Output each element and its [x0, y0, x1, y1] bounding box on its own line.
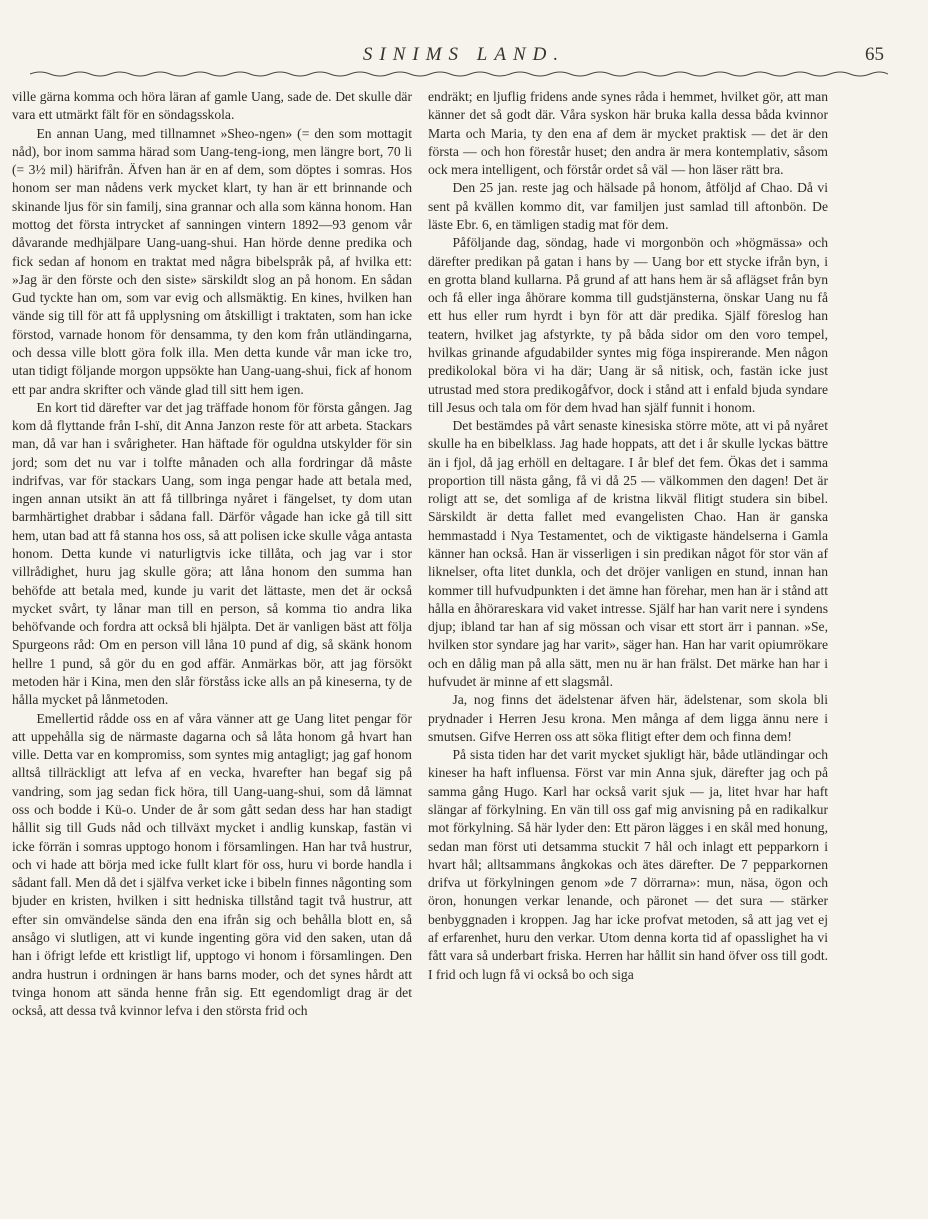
page-header [0, 44, 928, 84]
paragraph: Det bestämdes på vårt senaste kinesiska större möte, att vi på nyåret skulle ha en bibelklass. Jag hade hoppats, att det i år skulle lyckas bättre än i fjol, då jag erhöll en deltagare. I år blef det fem. Ökas det i samma proportion till nästa gång, få vi då 25 — välkommen den dagen! Det är roligt att se, det somliga af de kristna likväl flitigt studera sin bibel. Särskildt är detta fallet med evangelisten Chao. Han är ganska hemmastadd i Nya Testamentet, och de viktigaste händelserna i Gamla känner han också. Han är visserligen i sin predikan något för stor vän af liknelser, ofta litet dunkla, och det dröjer vanligen en stund, innan han kommer till hufvudpunkten i det ämne han förehar, men han är i stånd att hålla en åhörareskara vid vaket intresse. Själf har han varit nere i syndens djup; ibland tar han af sig mössan och visar ett stort ärr i pannan. »Se, hvilken stor syndare jag har varit», säger han. Han har varit opiumrökare och en dålig man på alla sätt, men nu är han frälst. Det märke han har i hufvudet är minne af ett slagsmål. [428, 418, 828, 689]
paragraph: ville gärna komma och höra läran af gamle Uang, sade de. Det skulle där vara ett utmärkt fält för en söndagsskola. [12, 89, 412, 123]
paragraph: En annan Uang, med tillnamnet »Sheo-ngen» (= den som mottagit nåd), bor inom samma härad som Uang-teng-iong, men längre bort, 70 li (= 3½ mil) härifrån. Äfven han är en af dem, som döptes i somras. Hos honom ser man nådens verk mycket klart, ty han är ett brinnande och skinande ljus för sin familj, sina grannar och alla som känna honom. Han mottog det första intrycket af sanningen vintern 1892—93 genom vår dåvarande medhjälpare Uang-uang-shui. Han hörde denne predika och fick sedan af honom en traktat med några bibelspråk på, af hvilka ett: »Jag är den förste och den siste» särskildt slog an på honom. En sådan Gud tyckte han om, som var evig och allsmäktig. En kines, hvilken han vände sig till för att få upplysning om åtskilligt i traktaten, som han icke förstod, varnade honom för densamma, ty den kom från utländingarna, och dessa ville blott göra folk illa. Men detta kunde vår man icke tro, utan tidigt följande morgon uppsökte han Uang-uang-shui, fick af honom ett par andra skrifter och vände glad till sitt hem igen. [12, 125, 412, 397]
paragraph: Emellertid rådde oss en af våra vänner att ge Uang litet pengar för att uppehålla sig de närmaste dagarna och så låta honom gå hvart han ville. Detta var en kompromiss, som syntes mig antagligt; jag gaf honom alltså tillräckligt att lefva af en vecka, hvarefter han begaf sig på vandring, som jag sedan fick höra, till Uang-uang-shui, som då lämnat oss och bodde i Kü-o. Under de år som gått sedan dess har han stadigt hållit sig till Guds nåd och tillväxt mycket i andlig kunskap, fastän vi icke förrän i somras upptogo honom i församlingen. Han har två hustrur, och vi hade att börja med icke fullt klart för oss, huru vi borde handla i sådant fall. Men då det i själfva verket icke i bibeln finnes någonting som bjuder en kristen, hvilken i sitt hedniska tillstånd tagit två hustrur, att efter sin omvändelse sända den ena ifrån sig och behålla blott en, så ansågo vi slutligen, att vi kunde ingenting göra vid den saken, utan då han i öfrigt lefde ett kristligt lif, upptogo vi honom i församlingen. Den andra hustrun i ordningen är hans barns moder, och det synes hårdt att tvinga honom att sända henne från sig. Ett egendomligt drag är det också, att dessa två kvinnor lefva i den största frid och [12, 710, 412, 1019]
right-column [428, 88, 828, 984]
paragraph: En kort tid därefter var det jag träffade honom för första gången. Jag kom då flyttande från I-shï, dit Anna Janzon reste för att arbeta. Stackars man, då var han i svårigheter. Han häftade för oguldna utskylder för sin jord; som det nu var i tolfte månaden och alla fordringar då måste indrifvas, var för stackars Uang, som inga pengar hade att betala med, ingen annan utsikt än att få tillbringa nyåret i fängelset, ty dom utan barmhärtighet drabbar i sådana fall. Därför vågade han icke gå till sitt hem, utan bad att få stanna hos oss, så att polisen icke skulle våga antasta honom. Detta kunde vi naturligtvis icke tillåta, och jag var i stor villrådighet, huru jag skulle göra; att låna honom den summa han behöfde att betala med, kunde ju varit det lättaste, men det är också mycket svårt, ty lånar man till en person, så komma tio andra lika behöfvande och fordra att också bli hjälpta. Det är vanligen bäst att följa Spurgeons råd: Om en person vill låna 10 pund af dig, så skänk honom hellre 1 pund, så gör du en god affär. Anmärkas bör, att jag försökt metoden här i Kina, men den slår förståss icke alls an på kineserna, ty de hålla mycket på lånmetoden. [12, 399, 412, 708]
paragraph: endräkt; en ljuflig fridens ande synes råda i hemmet, hvilket gör, att man känner det så godt där. Våra syskon här bruka kalla dessa båda kvinnor Marta och Maria, ty den ena af dem är mycket praktisk — det är den första — och hon förestår huset; den andra är mera kontemplativ, såsom ock mera intelligent, och förstår ordet så väl — hon läser rätt bra. [428, 89, 828, 178]
header-rule-ornament [30, 68, 888, 80]
running-title: SINIMS LAND. [362, 44, 566, 65]
paragraph: Den 25 jan. reste jag och hälsade på honom, åtföljd af Chao. Då vi sent på kvällen kommo dit, var familjen just samlad till aftonbön. De läste Ebr. 6, en tämligen stadig mat för dem. [428, 180, 828, 232]
paragraph: Påföljande dag, söndag, hade vi morgonbön och »högmässa» och därefter predikan på gatan i hans by — Uang bor ett stycke ifrån byn, i en grotta bland kullarna. På grund af att hans hem är så aflägset från byn och få eller inga åhörare komma till gudstjänsterna, önskar Uang nu få ett hus eller rum hyrdt i byn för att där predika. Själf föreslog han teatern, hvilket jag afstyrkte, ty på båda sidor om den voro tempel, hvilkas grinande afgudabilder syntes mig föga inspirerande. Men någon predikolokal böra vi ha där; Uang är så nitisk, och, fastän icke just utrustad med stora predikogåfvor, dock i stånd att i enfald bjuda syndare till Jesus och tala om för dem hvad han själf funnit i honom. [428, 235, 828, 415]
page-number: 65 [865, 44, 884, 65]
left-column [12, 88, 412, 1020]
paragraph: På sista tiden har det varit mycket sjukligt här, både utländingar och kineser ha haft influensa. Först var min Anna sjuk, därefter jag och på samma gång Hugo. Karl har också varit sjuk — ja, litet hvar har haft slängar af förkylning. En vän till oss gaf mig anvisning på en radikalkur mot förkylning. Så här lyder den: Ett päron lägges i en skål med honung, sedan man först uti detsamma stuckit 7 hål och inlagt ett pepparkorn i hvart hål; alltsammans ångkokas och ätes därefter. De 7 pepparkornen drifva ut förkylningen genom »de 7 dörrarna»: mun, näsa, ögon och öron, honungen verkar lenande, och päronet — det sura — stärker benbyggnaden i kroppen. Jag har icke profvat metoden, så att jag vet ej af erfarenhet, huru den verkar. Utom denna korta tid af opasslighet ha vi fått vara så underbart friska. Herren har hållit sin hand öfver oss till godt. I frid och lugn få vi också bo och siga [428, 747, 828, 982]
paragraph: Ja, nog finns det ädelstenar äfven här, ädelstenar, som skola bli prydnader i Herren Jesu krona. Men många af dem ligga ännu nere i smutsen. Gifve Herren oss att söka flitigt efter dem och finna dem! [428, 692, 828, 744]
